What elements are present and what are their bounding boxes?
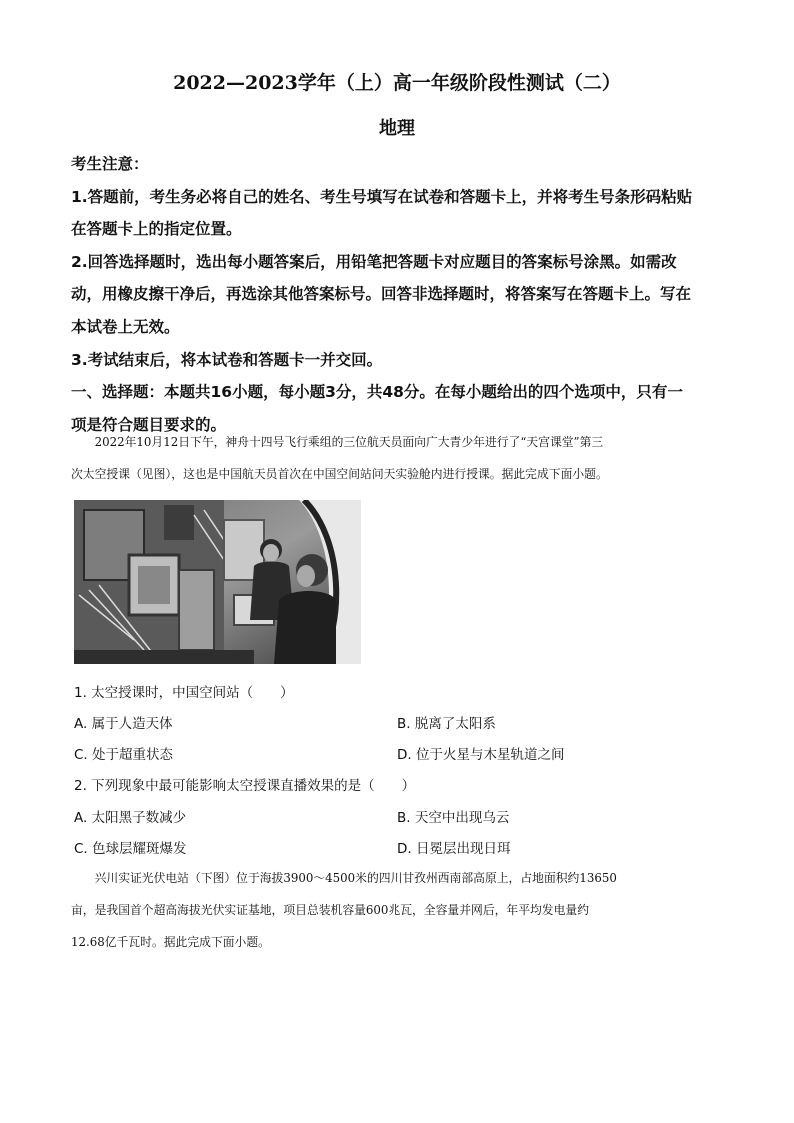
question-1-option-b[interactable]: B. 脱离了太阳系 — [397, 716, 496, 732]
question-1-option-c[interactable]: C. 处于超重状态 — [74, 747, 174, 763]
question-2-option-b[interactable]: B. 天空中出现乌云 — [397, 810, 510, 826]
notice-line: 3.考试结束后，将本试卷和答题卡一并交回。 — [71, 350, 383, 369]
notice-line: 1.答题前，考生务必将自己的姓名、考生号填写在试卷和答题卡上，并将考生号条形码粘贴 — [71, 187, 693, 206]
notice-line: 2.回答选择题时，选出每小题答案后，用铅笔把答题卡对应题目的答案标号涂黑。如需改 — [71, 252, 677, 271]
notice-line: 在答题卡上的指定位置。 — [71, 220, 242, 239]
section-heading: 项是符合题目要求的。 — [71, 415, 227, 434]
question-2-stem: 2. 下列现象中最可能影响太空授课直播效果的是（ ） — [74, 778, 416, 794]
exam-notice — [71, 148, 721, 441]
passage-2 — [71, 862, 721, 958]
passage-1 — [71, 426, 721, 490]
passage-line: 12.68亿千瓦时。据此完成下面小题。 — [71, 935, 270, 949]
section-heading: 一、选择题：本题共16小题，每小题3分，共48分。在每小题给出的四个选项中，只有一 — [71, 383, 683, 402]
notice-heading: 考生注意： — [71, 155, 149, 173]
question-2-option-c[interactable]: C. 色球层耀斑爆发 — [74, 841, 187, 857]
notice-line: 本试卷上无效。 — [71, 317, 180, 336]
space-lesson-photo — [74, 500, 361, 664]
question-2-option-a[interactable]: A. 太阳黑子数减少 — [74, 810, 187, 826]
passage-line: 2022年10月12日下午，神舟十四号飞行乘组的三位航天员面向广大青少年进行了“天宫课堂”第三 — [71, 435, 604, 449]
exam-title: 2022—2023学年（上）高一年级阶段性测试（二） — [173, 72, 621, 94]
question-1-option-d[interactable]: D. 位于火星与木星轨道之间 — [397, 747, 565, 763]
notice-line: 动，用橡皮擦干净后，再选涂其他答案标号。回答非选择题时，将答案写在答题卡上。写在 — [71, 285, 692, 304]
subject-title: 地理 — [379, 118, 415, 139]
passage-line: 兴川实证光伏电站（下图）位于海拔3900～4500米的四川甘孜州西南部高原上，占地面积约13650 — [71, 871, 617, 885]
question-1-option-a[interactable]: A. 属于人造天体 — [74, 716, 173, 732]
passage-line: 亩，是我国首个超高海拔光伏实证基地，项目总装机容量600兆瓦，全容量并网后，年平均发电量约 — [71, 903, 589, 917]
question-1-stem: 1. 太空授课时，中国空间站（ ） — [74, 685, 294, 701]
passage-line: 次太空授课（见图），这也是中国航天员首次在中国空间站问天实验舱内进行授课。据此完成下面小题。 — [71, 467, 608, 481]
question-2-option-d[interactable]: D. 日冕层出现日珥 — [397, 841, 511, 857]
